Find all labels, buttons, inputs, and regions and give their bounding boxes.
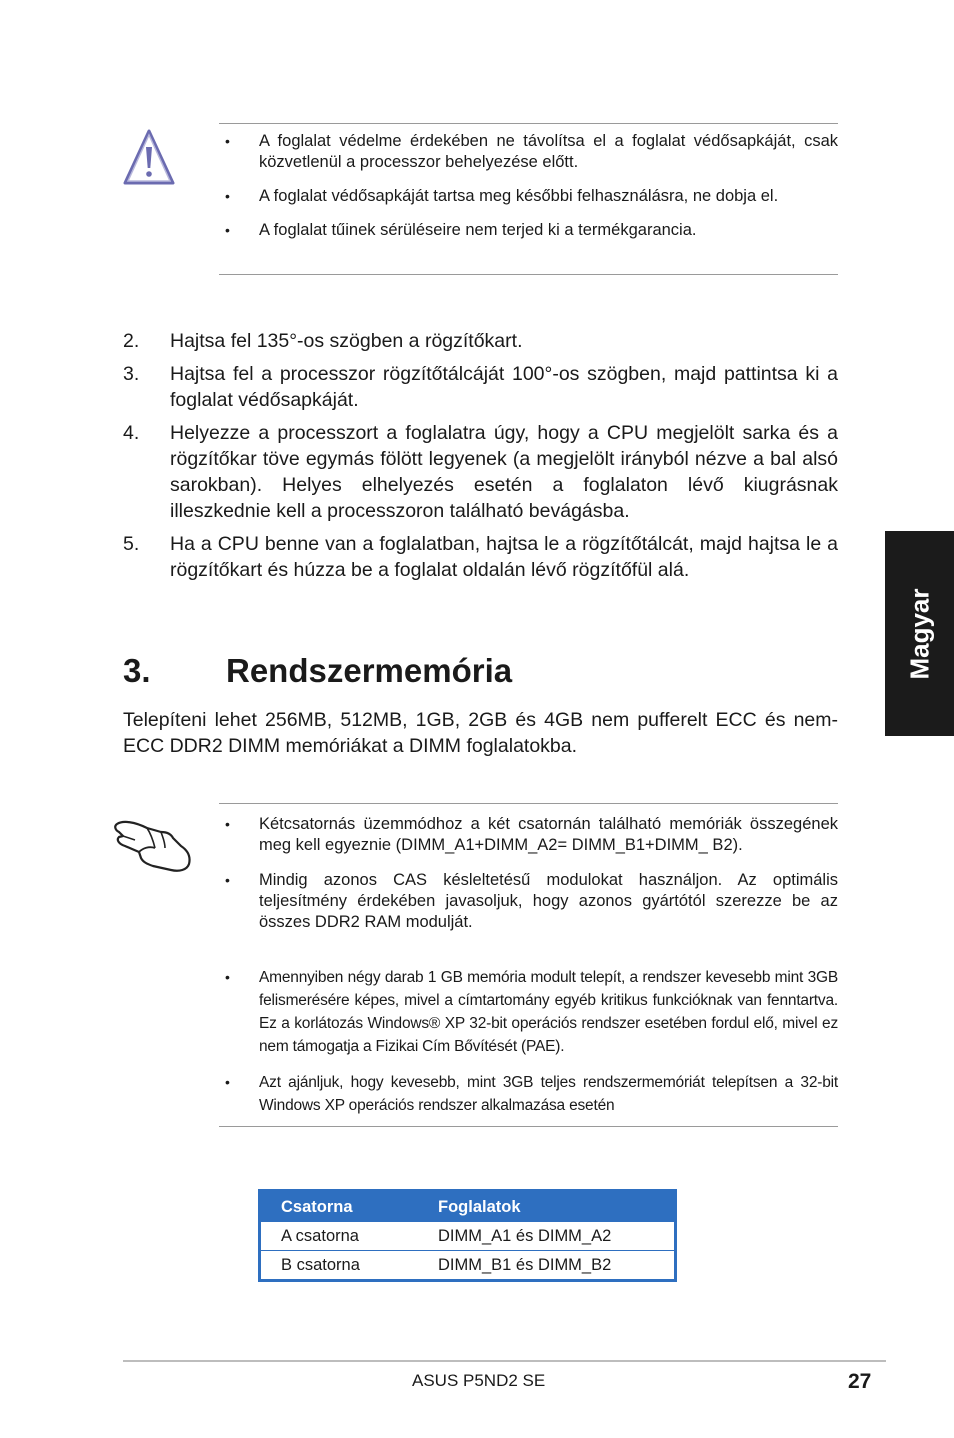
column-header: Foglalatok: [418, 1191, 676, 1223]
section-intro: Telepíteni lehet 256MB, 512MB, 1GB, 2GB és 4GB nem pufferelt ECC és nem-ECC DDR2 DIMM memóriákat a DIMM foglalatokba.: [123, 709, 838, 757]
page-number: 27: [848, 1370, 872, 1393]
memory-note-list: [219, 814, 838, 947]
list-item: [219, 131, 838, 173]
memory-note-text: Amennyiben négy darab 1 GB memória modult telepít, a rendszer kevesebb mint 3GB felismerésére képes, mivel a címtartomány egyéb kritikus funkcióknak van fenntartva. Ez a korlátozás Windows® XP 32-bit operációs rendszer esetében fordul elő, mivel ez nem támogatja a Fizikai Cím Bővítését (PAE).: [259, 969, 838, 1055]
list-item: [219, 1071, 838, 1117]
table-cell: DIMM_B1 és DIMM_B2: [438, 1255, 612, 1274]
list-item: [123, 531, 838, 583]
bullet: •: [225, 816, 230, 832]
channel-table: [258, 1189, 677, 1282]
step-text: Ha a CPU benne van a foglalatban, hajtsa le a rögzítőtálcát, majd hajtsa le a rögzítőkart és húzza be a foglalat oldalán lévő rögzítőfül alá.: [170, 533, 838, 581]
warning-triangle-icon: [122, 128, 176, 188]
bullet: •: [225, 872, 230, 888]
footer-rule: [123, 1360, 886, 1362]
list-item: [123, 361, 838, 413]
step-number: 4.: [123, 422, 140, 444]
caution-note-text: A foglalat védelme érdekében ne távolítsa el a foglalat védősapkáját, csak közvetlenül a processzor behelyezése előtt.: [259, 132, 838, 171]
memory-note-text: Mindig azonos CAS késleltetésű modulokat használjon. Az optimális teljesítmény érdekében javasoljuk, hogy azonos gyártótól szerezze be az összes DDR2 RAM modulját.: [259, 871, 838, 931]
list-item: [219, 966, 838, 1058]
bullet: •: [225, 1074, 230, 1090]
step-number: 5.: [123, 533, 140, 555]
pointing-hand-icon: [113, 812, 195, 874]
memory-note-list-condensed: [219, 966, 838, 1117]
step-number: 2.: [123, 330, 140, 352]
memory-note-text: Azt ajánljuk, hogy kevesebb, mint 3GB teljes rendszermemóriát telepítsen a 32-bit Windows XP operációs rendszer alkalmazása esetén: [259, 1074, 838, 1114]
bullet: •: [225, 969, 230, 985]
caution-bottom-rule: [219, 274, 838, 275]
caution-note-text: A foglalat tűinek sérüléseire nem terjed ki a termékgarancia.: [259, 221, 697, 239]
memory-note-top-rule: [219, 803, 838, 804]
column-header: Csatorna: [260, 1191, 419, 1223]
section-title: Rendszermemória: [226, 652, 513, 689]
step-text: Hajtsa fel 135°-os szögben a rögzítőkart.: [170, 330, 523, 352]
bullet: •: [225, 222, 230, 238]
table-row: [260, 1222, 676, 1251]
language-tab: [885, 531, 954, 736]
table-cell: A csatorna: [260, 1222, 419, 1251]
step-text: Hajtsa fel a processzor rögzítőtálcáját 100°-os szögben, majd pattintsa ki a foglalat védősapkáját.: [170, 363, 838, 411]
footer-model: ASUS P5ND2 SE: [412, 1371, 546, 1390]
list-item: [123, 328, 838, 354]
caution-note-list: [219, 131, 838, 241]
step-text: Helyezze a processzort a foglalatra úgy, hogy a CPU megjelölt sarka és a rögzítőkar töve egymás fölött legyenek (a megjelölt irányból nézve a bal alsó sarokban). Helyes elhelyezés esetén a foglalaton lévő kiugrásnak illeszkednie kell a processzoron található bevágásba.: [170, 422, 838, 522]
list-item: [219, 220, 838, 241]
list-item: [219, 186, 838, 207]
language-tab-label: Magyar: [904, 587, 934, 680]
installation-steps: [123, 328, 838, 590]
table-cell: B csatorna: [281, 1255, 360, 1274]
list-item: [219, 870, 838, 933]
section-number: 3.: [123, 652, 151, 689]
bullet: •: [225, 188, 230, 204]
table-header-row: [260, 1191, 676, 1223]
table-cell: DIMM_A1 és DIMM_A2: [418, 1222, 676, 1251]
list-item: [123, 420, 838, 524]
caution-note-text: A foglalat védősapkáját tartsa meg későbbi felhasználásra, ne dobja el.: [259, 187, 779, 205]
step-number: 3.: [123, 363, 140, 385]
table-row: [260, 1251, 676, 1281]
list-item: [219, 814, 838, 856]
caution-top-rule: [219, 123, 838, 124]
bullet: •: [225, 133, 230, 149]
memory-note-text: Kétcsatornás üzemmódhoz a két csatornán található memóriák összegének meg kell egyeznie (DIMM_A1+DIMM_A2= DIMM_B1+DIMM_ B2).: [259, 815, 838, 854]
memory-note-bottom-rule: [219, 1126, 838, 1127]
